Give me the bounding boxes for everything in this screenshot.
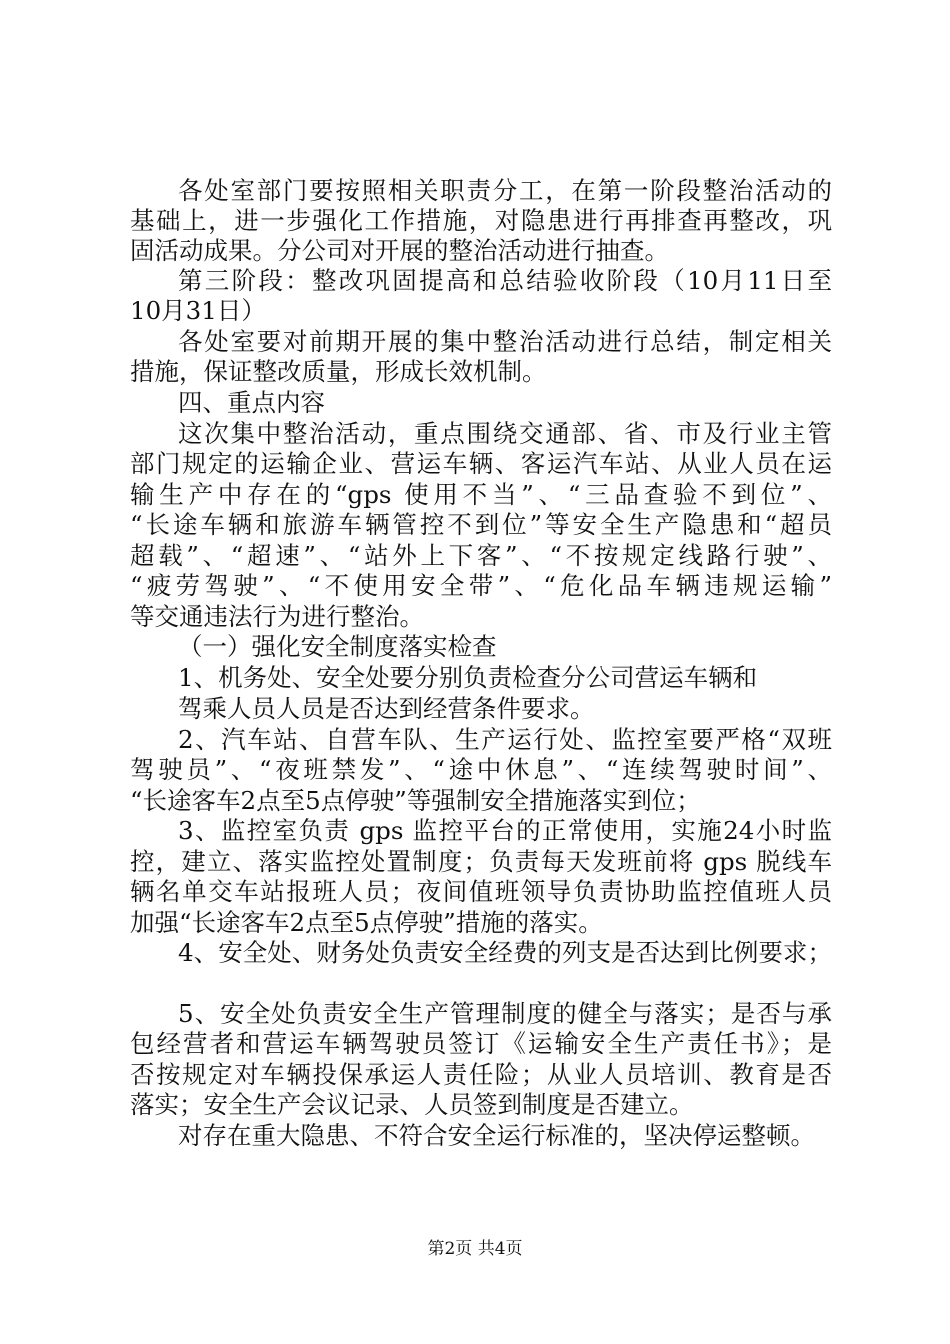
list-item: 4、安全处、财务处负责安全经费的列支是否达到比例要求；: [178, 938, 832, 967]
list-item: 加强“长途客车2点至5点停驶”措施的落实。: [130, 908, 603, 937]
paragraph-line: 对存在重大隐患、不符合安全运行标准的，坚决停运整顿。: [178, 1121, 815, 1150]
paragraph-line: 部门规定的运输企业、营运车辆、客运汽车站、从业人员在运: [130, 449, 832, 478]
paragraph-line: 输生产中存在的“gps 使用不当”、“三品查验不到位”、: [130, 480, 832, 509]
stage-heading: 10月31日）: [130, 296, 266, 325]
subsection-heading: （一）强化安全制度落实检查: [178, 632, 497, 661]
page-footer: 第2页 共4页: [427, 1239, 523, 1259]
section-heading: 四、重点内容: [178, 388, 325, 417]
list-item: 控，建立、落实监控处置制度；负责每天发班前将 gps 脱线车: [130, 847, 832, 876]
paragraph-line: “疲劳驾驶”、“不使用安全带”、“危化品车辆违规运输”: [130, 571, 832, 600]
list-item: 驾驶员”、“夜班禁发”、“途中休息”、“连续驾驶时间”、: [130, 755, 832, 784]
paragraph-line: 超载”、“超速”、“站外上下客”、“不按规定线路行驶”、: [130, 541, 832, 570]
paragraph-line: 基础上，进一步强化工作措施，对隐患进行再排查再整改，巩: [130, 206, 832, 235]
paragraph-line: “长途车辆和旅游车辆管控不到位”等安全生产隐患和“超员: [130, 510, 832, 539]
paragraph-line: 措施，保证整改质量，形成长效机制。: [130, 357, 547, 386]
list-item: “长途客车2点至5点停驶”等强制安全措施落实到位；: [130, 786, 701, 815]
paragraph-line: 等交通违法行为进行整治。: [130, 602, 424, 631]
list-item: 包经营者和营运车辆驾驶员签订《运输安全生产责任书》；是: [130, 1029, 832, 1058]
list-item: 2、汽车站、自营车队、生产运行处、监控室要严格“双班: [178, 725, 832, 754]
paragraph-line: 固活动成果。分公司对开展的整治活动进行抽查。: [130, 236, 669, 265]
list-item: 驾乘人员人员是否达到经营条件要求。: [178, 694, 595, 723]
list-item: 5、安全处负责安全生产管理制度的健全与落实；是否与承: [178, 999, 832, 1028]
list-item: 1、机务处、安全处要分别负责检查分公司营运车辆和: [178, 663, 758, 692]
list-item: 落实；安全生产会议记录、人员签到制度是否建立。: [130, 1090, 694, 1119]
paragraph-line: 这次集中整治活动，重点围绕交通部、省、市及行业主管: [178, 419, 832, 448]
stage-heading: 第三阶段：整改巩固提高和总结验收阶段（10月11日至: [178, 266, 832, 295]
list-item: 3、监控室负责 gps 监控平台的正常使用，实施24小时监: [178, 816, 832, 845]
list-item: 辆名单交车站报班人员；夜间值班领导负责协助监控值班人员: [130, 877, 832, 906]
paragraph-line: 各处室部门要按照相关职责分工，在第一阶段整治活动的: [178, 176, 832, 205]
list-item: 否按规定对车辆投保承运人责任险；从业人员培训、教育是否: [130, 1060, 832, 1089]
paragraph-line: 各处室要对前期开展的集中整治活动进行总结，制定相关: [178, 327, 832, 356]
